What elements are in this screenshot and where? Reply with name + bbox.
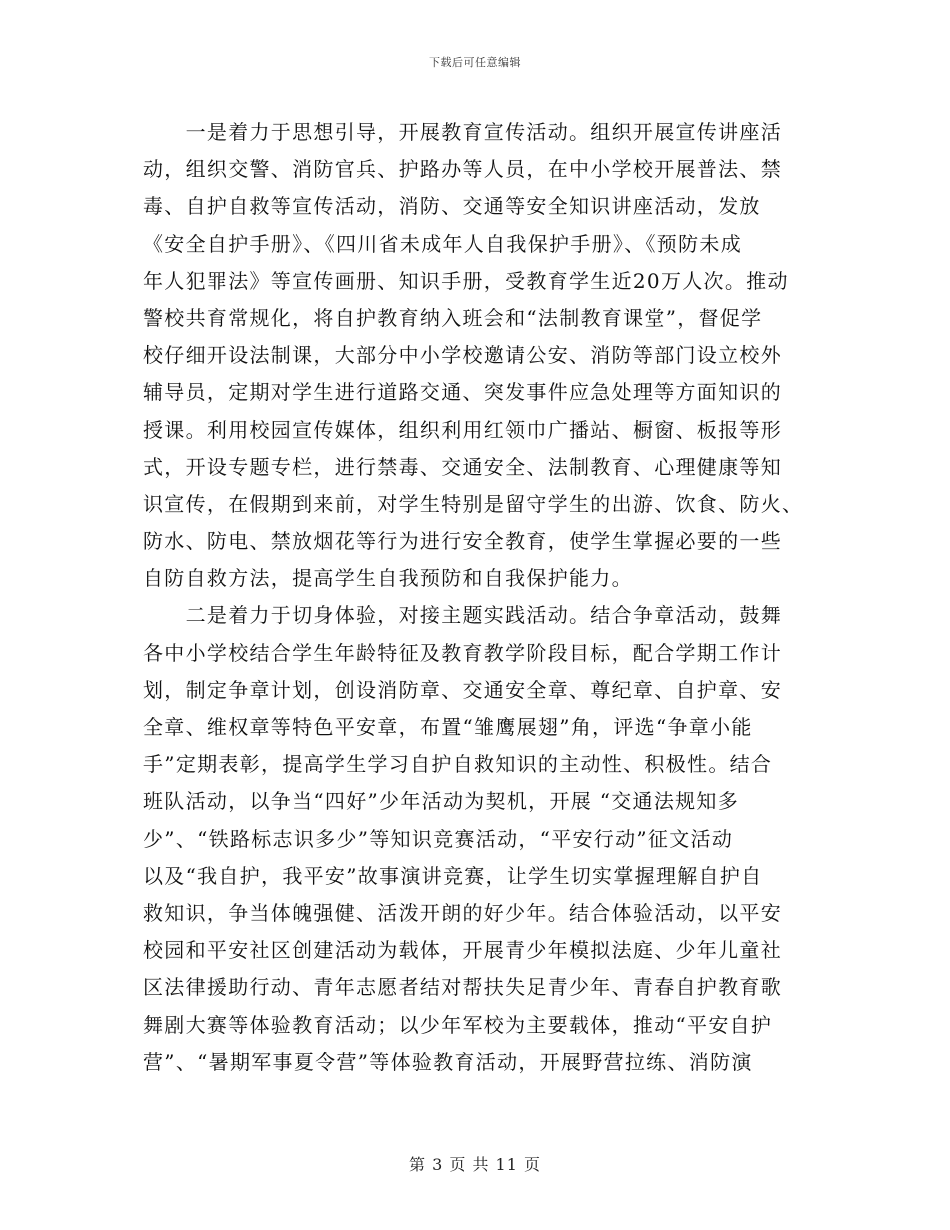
- page-header: 下载后可任意编辑: [429, 56, 521, 69]
- text-line: 警校共育常规化，将自护教育纳入班会和“法制教育课堂”，督促学: [143, 305, 763, 330]
- text-line: 区法律援助行动、青年志愿者结对帮扶失足青少年、青春自护教育歌: [143, 975, 782, 1000]
- text-line: 舞剧大赛等体验教育活动；以少年军校为主要载体，推动“平安自护: [143, 1012, 773, 1037]
- text-line: 毒、自护自救等宣传活动，消防、交通等安全知识讲座活动，发放: [143, 194, 761, 219]
- text-line: 划，制定争章计划，创设消防章、交通安全章、尊纪章、自护章、安: [143, 677, 782, 702]
- text-line: 全章、维权章等特色平安章，布置“雏鹰展翅”角，评选“争章小能: [143, 715, 753, 739]
- document-body: [143, 114, 807, 1081]
- text-line: 式，开设专题专栏，进行禁毒、交通安全、法制教育、心理健康等知: [143, 454, 782, 479]
- text-line: 自防自救方法，提高学生自我预防和自我保护能力。: [143, 566, 633, 591]
- text-line: 防水、防电、禁放烟花等行为进行安全教育，使学生掌握必要的一些: [143, 529, 782, 554]
- text-line: 救知识，争当体魄强健、活泼开朗的好少年。结合体验活动，以平安: [143, 900, 782, 925]
- text-line: 《安全自护手册》、《四川省未成年人自我保护手册》、《预防未成: [143, 231, 742, 256]
- text-line: 辅导员，定期对学生进行道路交通、突发事件应急处理等方面知识的: [143, 380, 782, 405]
- text-line: 各中小学校结合学生年龄特征及教育教学阶段目标，配合学期工作计: [143, 640, 782, 665]
- text-line: 授课。利用校园宣传媒体，组织利用红领巾广播站、橱窗、板报等形: [143, 417, 782, 442]
- page-number: 第 3 页 共 11 页: [409, 1155, 541, 1174]
- text-line: 识宣传，在假期到来前，对学生特别是留守学生的出游、饮食、防火、: [143, 491, 804, 516]
- text-line: 营”、“暑期军事夏令营”等体验教育活动，开展野营拉练、消防演: [143, 1049, 753, 1074]
- text-line: 校仔细开设法制课，大部分中小学校邀请公安、消防等部门设立校外: [143, 343, 782, 368]
- text-line: 二是着力于切身体验，对接主题实践活动。结合争章活动，鼓舞: [143, 603, 782, 628]
- text-line: 校园和平安社区创建活动为载体，开展青少年模拟法庭、少年儿童社: [143, 938, 782, 963]
- text-line: 年人犯罪法》等宣传画册、知识手册，受教育学生近20万人次。推动: [143, 268, 789, 293]
- text-line: 班队活动，以争当“四好”少年活动为契机，开展 “交通法规知多: [143, 789, 740, 814]
- paragraph-1: [143, 114, 807, 597]
- text-line: 手”定期表彰，提高学生学习自护自救知识的主动性、积极性。结合: [143, 752, 773, 777]
- text-line: 动，组织交警、消防官兵、护路办等人员，在中小学校开展普法、禁: [143, 157, 782, 182]
- text-line: 少”、“铁路标志识多少”等知识竞赛活动，“平安行动”征文活动: [143, 826, 734, 851]
- text-line: 一是着力于思想引导，开展教育宣传活动。组织开展宣传讲座活: [143, 120, 782, 144]
- text-line: 以及“我自护，我平安”故事演讲竞赛，让学生切实掌握理解自护自: [143, 863, 763, 888]
- paragraph-2: [143, 597, 807, 1080]
